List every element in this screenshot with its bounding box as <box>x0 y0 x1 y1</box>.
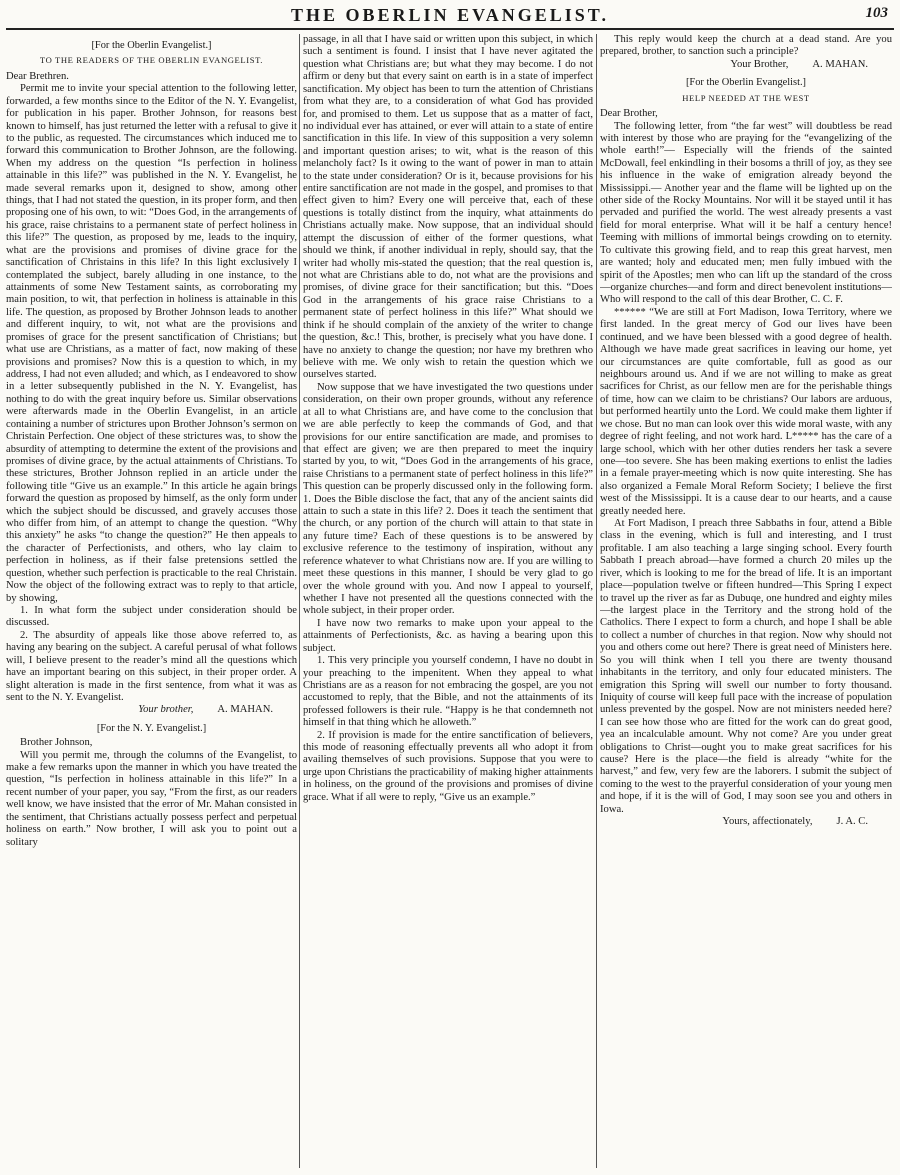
salutation: Dear Brother, <box>600 108 658 120</box>
article-heading: HELP NEEDED AT THE WEST <box>682 92 810 103</box>
paragraph: Permit me to invite your special attention to the following letter, forwarded, a few months since to the Editor of the N. Y. Evangelist, for publication in his paper. Brother Johnson, for reasons best known to himself, has just returned the letter with a refusal to give it to the public, as requested. The circumstances which induced me to forward this communication to Brother Johnson, are the following. When my address on the question “Is perfection in holiness attainable in this life?” was published in the N. Y. Evangelist, he made several remarks upon it, designed to show, among other things, that I had not stated the question, in its proper form, and then proposing one of his own, to wit: “Does God, in the arrangements of his grace, raise christains to a permanent state of perfect holiness in this life?” The question, as proposed by me, leads to the inquiry, what are the provisions and promises of divine grace for the sanctification of Christains in this life? In this light exclusively I contemplated the subject, barely alluding in one instance, to the attainments of some New Testament saints, as corroborating my main position, to wit, that perfection in holiness is attainable in this life. The question, as proposed by Brother Johnson leads to another and different inquiry, to wit, not what are the provisions and promises of grace for the present sanctification of Christians; but what use are Christians, as a matter of fact, now making of these provisions and promises? Now this is a question to which, in my address, I had not even alluded; and which, as I endeavored to show in a letter subsequently published in the N. Y. Evangelist, has nothing to do with the great inquiry before us. Similar observations were afterwards made in the Oberlin Evangelist, in an article containing a number of strictures upon Brother Johnson’s sermon on Christain Perfection. One object of these strictures was, to show the absurdity of attempting to determine the extent of the provisions and promises of divine grace, by the actual attainments of Christians. To these strictures, Brother Johnson replied in an article under the following title “Give us an example.” In this article he again brings forward the question as proposed by himself, as the only form under which the subject should be discussed, and gravely accuses those who differ from him, of an attempt to change the question. “Why this anxiety” he asks “to change the question?” He then appeals to the character of Perfectionists, and others, who lay claim to perfection in holiness, as if their false pretensions settled the question, whether such perfection is practicable to the real Christain. Now the object of the following extract was to reply to that article, by showing, <box>6 83 297 604</box>
masthead <box>0 0 900 30</box>
source-note: [For the Oberlin Evangelist.] <box>685 77 807 89</box>
page-number: 103 <box>865 5 888 21</box>
paragraph-text: The following letter, from “the far west” will doubtless be read with interest by those who are praying for the “evangelizing of the whole earth!”— Especially will the friends of the sainted McDowall, feel enkindling in their bosoms a thrill of joy, as they see his influence in the wake of emigration already beyond the Mississippi.— Another year and the flame will be lighted up on the other side of the Rocky Mountains. Nor will it be stayed until it has pervaded and purified the world. The west already presents a vast field for moral enterprise. What will it be half a century hence! Teeming with millions of immortal beings crowding on to eternity. To cultivate this growing field, and to reap this great harvest, men are wanted; holy and educated men; men fully imbued with the spirit of the Apostles; men who can lift up the standard of the cross—organize churches—and form and direct benevolent institutions—Who will respond to the call of this dear Brother, <box>600 120 892 306</box>
paragraph: At Fort Madison, I preach three Sabbaths in four, attend a Bible class in the evening, which is full and interesting, and I trust profitable. I am also teaching a large singing school. Every fourth Sabbath I preach abroad—have formed a church 20 miles up the river, which is looking to me for the bread of life. It is an important place—population twelve or fifteen hundred—This Spring I expect to travel up the river as far as Dubuqe, one hundred and eighty miles—the largest place in the Territory and the strong hold of the Catholics. There I expect to form a church, and hope I shall be able to collect a number of churches in that region. Now why should not you and others come out here? There is great need of Ministers here. So you will think when I tell you there are twenty thousand inhabitants in the territory, and only four educated ministers. The emigration this Spring will swell our number to forty thousand. Iniquity of course will keep full pace with the increase of population unless prevented by the gospel. Now are not ministers needed here? I can see how those who are fitted for the work can do great good, yea an incalculable amount. Why not come? Are you under great obligations to Christ—ought you to make great sacrifices for his cause? Here is the place—the field is already “white for the harvest,” and few, very few are the laborers. I submit the subject of coming to the west to the prayerful consideration of your young men and hope, if it is the will of God, I may soon see you and others in Iowa. <box>600 518 892 815</box>
signature-name: A. MAHAN. <box>217 704 273 716</box>
paragraph: passage, in all that I have said or written upon this subject, in which such a sentiment is found. I insist that I have never agitated the question what Christians are; but what they may become. I do not affirm or deny but that every saint on earth is in a state of imperfect sanctification. My object has been to turn the attention of Christians from what they are, to a consideration of what God has provided for, and promised to them. Let us suppose that as a matter of fact, no individual ever has attained, or ever will attain to a state of entire sanctification in this life. In view of this supposition a very solemn and important question arises; to wit, what is the reason of this melancholy fact? Is it owing to the want of power in man to attain to the state under consideration? Or is it, because provisions for his entire sanctification are not made in the gospel, and promises to that effect given to him? Every one will perceive that, each of these questions is totally distinct from the inquiry, what attainments do Christians actually make. Now suppose, that an individual should attempt the discussion of either of the former questions, what should we think, if another individual in reply, should say, that the writer had wholly mis-stated the question; that the real question is, not what are Christians able to do, not what are the provisions and promises, of divine grace for their sanctification; but this. “Does God in the arrangements of his grace raise Christians to a permanent state of perfect holiness in this life?” What should we think if he should complain of the anxiety of the writer to change the question, &c.! This, brother, is precisely what you have done. I have no anxiety to change the question; nor have my brethren who believe with me. We only wish to retain the question which we ourselves started. <box>303 34 593 381</box>
column-2 <box>303 34 593 1168</box>
column-1 <box>6 34 297 1168</box>
signature-name: J. A. C. <box>836 816 868 828</box>
source-note: [For the N. Y. Evangelist.] <box>96 722 207 734</box>
paragraph: ****** “We are still at Fort Madison, Iowa Territory, where we first landed. In the great mercy of God our lives have been continued, and we have been blessed with a good degree of health. Although we have made great sacrifices in leaving our home, yet our circumstances are quite comfortable, full as good as our neighbours around us. And if we are not willing to make as great sacrifices for Christ, as our fellow men are for the perishable things of time, how can we claim to be christians? Our labors are arduous, but performed heartily unto the Lord. We could make them lighter if we chose. But no man can look over this wide moral waste, with any degree of right feeling, and not work hard. L***** has the care of a large school, which with her other duties renders her task a severe one—too severe. She has been making exertions to enlist the ladies in a female prayer-meeting which is now quite interesting. She has also organized a Female Moral Reform Society; I believe the first west of the Mississippi. It is a cause dear to our hearts, and a cause greatly needed here. <box>600 306 892 517</box>
signature-closing: Your brother, <box>138 704 194 716</box>
paragraph: 1. This very principle you yourself condemn, I have no doubt in your preaching to the impenitent. When they appeal to what Christians are as a reason for not embracing the gospel, are you not accustomed to reply, that the Bible, and not the attainments of its professed followers is their rule. “Happy is he that condemneth not himself in that thing which he alloweth.” <box>303 655 593 729</box>
masthead-title: THE OBERLIN EVANGELIST. <box>291 5 609 25</box>
signature <box>6 704 297 716</box>
signature-closing: Yours, affectionately, <box>722 816 813 828</box>
paragraph: Now suppose that we have investigated the two questions under consideration, on their own proper grounds, without any reference at all to what Christians are, and have come to the conclusion that we are able perfectly to keep the commands of God, and that provisions for our entire sanctification are made, and promises to that effect are given; we are then prepared to meet the inquiry started by you, to wit, “Does God in the arrangements of his grace, raise Christians to a permanent state of perfect holiness in this life?” This question can be properly discussed only in the following form. 1. Does the Bible disclose the fact, that any of the ancient saints did attain to such a state in this life? 2. Does it teach the sentiment that the church, or any portion of the church will attain to that state in any future time? Each of these questions is to be answered by exclusive reference to the testimony of inspiration, without any reference whatever to what Christians now are. If you are willing to meet these questions in this manner, I should be very glad to go over the whole ground with you. And now I appeal to yourself, whether I have not presented all the questions connected with the whole subject, in their proper order. <box>303 381 593 617</box>
paragraph: This reply would keep the church at a dead stand. Are you prepared, brother, to sanction such a principle? <box>600 34 892 58</box>
paragraph: Will you permit me, through the columns of the Evangelist, to make a few remarks upon the manner in which you have treated the question, “Is perfection in holiness attainable in this life?” In a recent number of your paper, you say, “From the first, as our readers well know, we have insisted that the error of Mr. Mahan consisted in the sentiment, that Christians actually possess perfect and perpetual holiness on earth.” Now brother, I will ask you to point out a solitary <box>6 749 297 848</box>
salutation: Brother Johnson, <box>20 737 93 749</box>
signature <box>600 816 892 828</box>
paragraph <box>600 121 892 307</box>
masthead-rule <box>6 28 894 30</box>
paragraph: 1. In what form the subject under consideration should be discussed. <box>6 604 297 629</box>
source-note: [For the Oberlin Evangelist.] <box>91 40 212 51</box>
paragraph: 2. If provision is made for the entire sanctification of believers, this mode of reasoning effectually prevents all who adopt it from availing themselves of such provisions. Suppose that you were to urge upon Christians the practicability of making higher attainments in holiness, on the ground of the provisions and promises of divine grace. What if all were to reply, “Give us an example.” <box>303 729 593 803</box>
salutation: Dear Brethren. <box>6 70 69 82</box>
signature-name: A. MAHAN. <box>812 58 868 70</box>
column-divider <box>299 34 300 1168</box>
column-3 <box>600 34 892 1168</box>
signature <box>600 59 892 71</box>
paragraph: I have now two remarks to make upon your appeal to the attainments of Perfectionists, &c. as having a bearing upon this subject. <box>303 617 593 654</box>
signature-initials: C. C. F. <box>810 294 843 306</box>
signature-closing: Your Brother, <box>730 58 789 70</box>
paragraph: 2. The absurdity of appeals like those above referred to, as having any bearing on the subject. A careful perusal of what follows will, I believe present to the reader’s mind all the questions which have an important bearing on this subject, in their proper order. A slight alteration is made in the first sentence, from what it was as sent to the N. Y. Evangelist. <box>6 629 297 703</box>
article-heading: TO THE READERS OF THE OBERLIN EVANGELIST. <box>39 55 264 66</box>
column-divider <box>596 34 597 1168</box>
